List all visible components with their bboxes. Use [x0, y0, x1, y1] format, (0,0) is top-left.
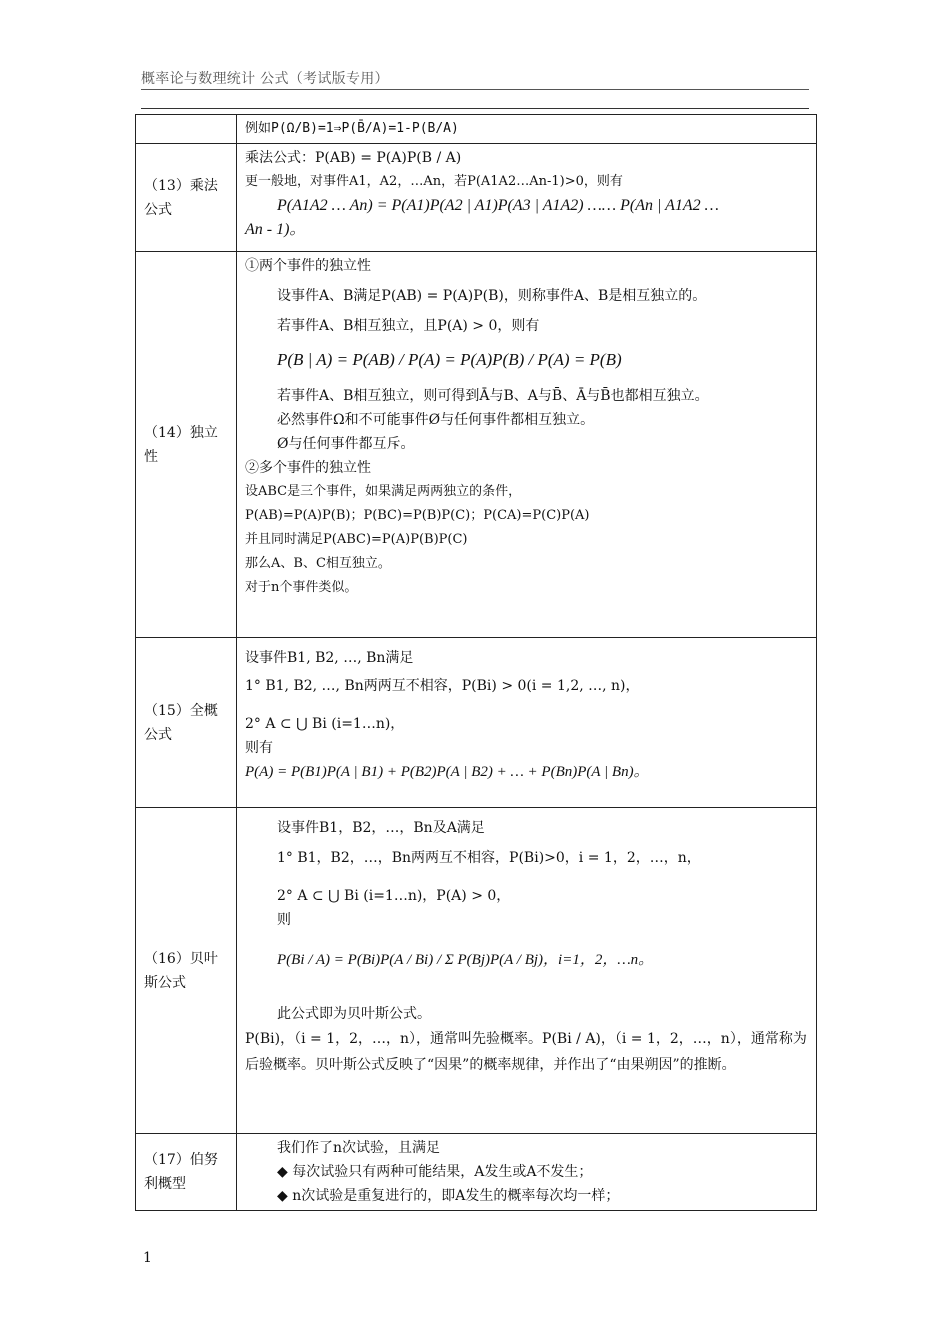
- page-number: 1: [143, 1250, 152, 1266]
- formula-line: P(A1A2 … An) = P(A1)P(A2 | A1)P(A3 | A1A2) …… P(An | A1A2 …: [277, 197, 719, 214]
- text-line: 则有: [245, 740, 273, 756]
- text-line: 更一般地，对事件A1，A2，…An，若P(A1A2…An-1)>0，则有: [245, 174, 623, 189]
- example-line: 例如P(Ω/B)=1⇒P(B̄/A)=1-P(B/A): [245, 121, 459, 136]
- text-line: 设ABC是三个事件，如果满足两两独立的条件，: [245, 484, 522, 499]
- text-line: P(Bi)，（i = 1，2，…，n），通常叫先验概率。P(Bi / A)，（i = 1，2，…，n），通常称为后验概率。贝叶斯公式反映了“因果”的概率规律，并作出了“由果朔因”的推断。: [245, 1031, 807, 1073]
- text-line: 若事件A、B相互独立，则可得到Ā与B、A与B̄、Ā与B̄也都相互独立。: [277, 388, 709, 404]
- subheading: ②多个事件的独立性: [245, 460, 371, 476]
- table-row: [136, 808, 817, 1134]
- text-line: 那么A、B、C相互独立。: [245, 556, 391, 571]
- row-content: [237, 808, 817, 1134]
- table-row: [136, 638, 817, 808]
- formula-line: P(B | A) = P(AB) / P(A) = P(A)P(B) / P(A) = P(B): [277, 350, 622, 369]
- text-line: 设事件B1，B2，…，Bn及A满足: [277, 820, 485, 836]
- text-line: 1° B1，B2，…，Bn两两互不相容，P(Bi)>0，i = 1，2，…，n，: [277, 850, 701, 866]
- text-line: 对于n个事件类似。: [245, 580, 358, 595]
- text-line: 1° B1, B2, …, Bn两两互不相容，P(Bi) > 0(i = 1,2, …, n)，: [245, 678, 640, 694]
- row-content: [237, 115, 817, 144]
- text-line: 2° A ⊂ ⋃ Bi (i=1…n)，P(A) > 0，: [277, 888, 511, 904]
- formula-line: An - 1)。: [245, 221, 306, 238]
- text-line: 若事件A、B相互独立，且P(A) > 0，则有: [277, 318, 540, 334]
- text-line: 并且同时满足P(ABC)=P(A)P(B)P(C): [245, 532, 468, 547]
- row-content: [237, 144, 817, 252]
- text-line: 设事件B1, B2, …, Bn满足: [245, 650, 414, 666]
- text-line: 此公式即为贝叶斯公式。: [277, 1006, 431, 1022]
- row-label: （16）贝叶斯公式: [136, 808, 237, 1134]
- table-row: [136, 1134, 817, 1211]
- formula-line: 乘法公式：P(AB) = P(A)P(B / A): [245, 150, 462, 166]
- bullet-item: ◆ n次试验是重复进行的，即A发生的概率每次均一样；: [277, 1188, 620, 1204]
- text-line: 我们作了n次试验，且满足: [277, 1140, 441, 1156]
- document-header: 概率论与数理统计 公式（考试版专用）: [141, 71, 389, 87]
- text-line: 2° A ⊂ ⋃ Bi (i=1…n)，: [245, 716, 405, 732]
- subheading: ①两个事件的独立性: [245, 258, 371, 274]
- table-row: [136, 115, 817, 144]
- row-label: [136, 115, 237, 144]
- formula-line: P(Bi / A) = P(Bi)P(A / Bi) / Σ P(Bj)P(A / Bj)，i=1，2，…n。: [277, 952, 654, 968]
- text-line: 必然事件Ω和不可能事件Ø与任何事件都相互独立。: [277, 412, 595, 428]
- text-line: Ø与任何事件都互斥。: [277, 436, 415, 452]
- text-line: 设事件A、B满足P(AB) = P(A)P(B)，则称事件A、B是相互独立的。: [277, 288, 707, 304]
- table-row: [136, 252, 817, 638]
- row-content: [237, 252, 817, 638]
- bullet-item: ◆ 每次试验只有两种可能结果，A发生或A不发生；: [277, 1164, 593, 1180]
- row-content: [237, 638, 817, 808]
- row-label: （14）独立性: [136, 252, 237, 638]
- header-rule-2: [141, 108, 809, 109]
- formula-table: [135, 114, 817, 1211]
- row-label: （17）伯努利概型: [136, 1134, 237, 1211]
- header-rule: [141, 89, 809, 90]
- row-label: （15）全概公式: [136, 638, 237, 808]
- row-content: [237, 1134, 817, 1211]
- table-row: [136, 144, 817, 252]
- formula-line: P(A) = P(B1)P(A | B1) + P(B2)P(A | B2) + … + P(Bn)P(A | Bn)。: [245, 764, 649, 780]
- text-line: P(AB)=P(A)P(B)；P(BC)=P(B)P(C)；P(CA)=P(C)P(A): [245, 508, 590, 523]
- text-line: 则: [277, 912, 291, 928]
- row-label: （13）乘法公式: [136, 144, 237, 252]
